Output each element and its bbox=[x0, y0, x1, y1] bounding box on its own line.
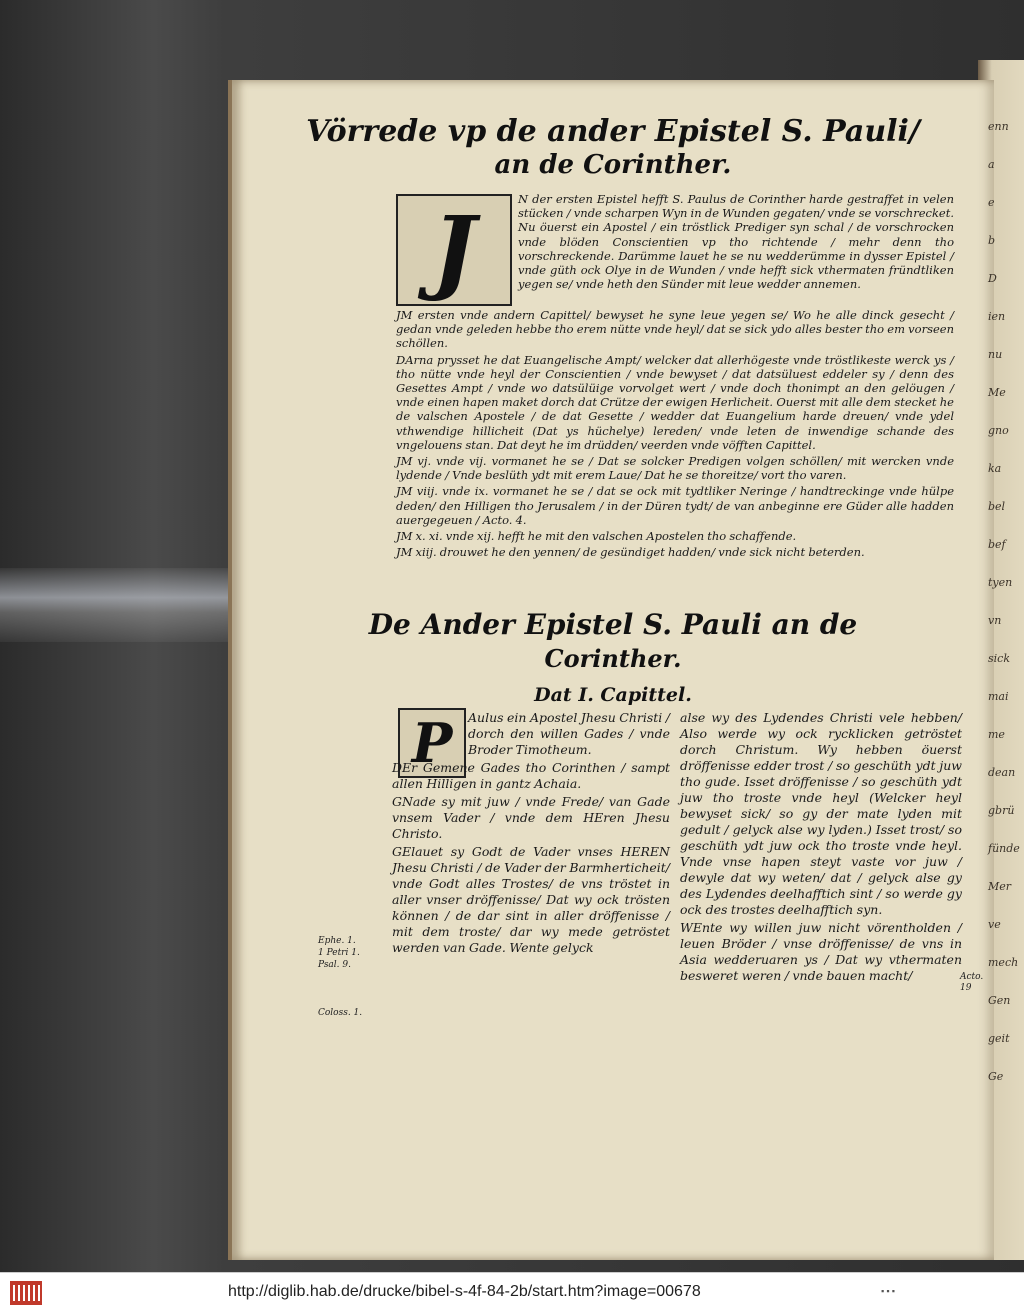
facing-page-fragment: ve bbox=[988, 918, 1001, 931]
facing-page-fragment: b bbox=[988, 234, 996, 247]
facing-page-fragment: mech bbox=[988, 956, 1019, 969]
page-indicator: ▪▪▪ bbox=[880, 1287, 897, 1297]
preface-paragraph-6: JM x. xi. vnde xij. hefft he mit den valschen Apostelen tho schaffende. bbox=[396, 529, 797, 544]
epistle-title: De Ander Epistel S. Pauli an de bbox=[368, 608, 858, 641]
facing-page-fragment: gno bbox=[988, 424, 1009, 437]
facing-page-fragment: geit bbox=[988, 1032, 1010, 1045]
facing-page-fragment: Gen bbox=[988, 994, 1011, 1007]
facing-page-fragment: vn bbox=[988, 614, 1002, 627]
facing-page-fragment: Ge bbox=[988, 1070, 1004, 1083]
facing-page-fragment: tyen bbox=[988, 576, 1013, 589]
library-logo-icon bbox=[10, 1281, 42, 1305]
epistle-left-paragraph-1: Aulus ein Apostel Jhesu Christi / dorch den willen Gades / vnde Broder Timotheum. bbox=[468, 710, 670, 757]
facing-page-fragment: fünde bbox=[988, 842, 1020, 855]
book-page bbox=[228, 80, 994, 1260]
facing-page-fragment: nu bbox=[988, 348, 1003, 361]
preface-paragraph-1: N der ersten Epistel hefft S. Paulus de Corinther harde gestraffet in velen stücken / vnde scharpen Wyn in de Wunden gegaten/ vnde se vorschrecket. Nu öuerst ein Apostel / ein tröstlick Prediger syn schal / de vorschrocken vnde blöden Conscientien vp tho richtende / mehr denn tho vorschreckende. Darümme lauet he se nu wedderümme in dysser Epistel / vnde güth ock Olye in de Wunden / vnde hefft sick vthermaten fründtliken yegen se/ vnde heth den Sünder mit leue wedder annemen. bbox=[518, 192, 954, 292]
preface-title: Vörrede vp de ander Epistel S. Pauli/ bbox=[306, 114, 920, 149]
preface-paragraph-5: JM viij. vnde ix. vormanet he se / dat se ock mit tydtliker Neringe / handtreckinge vnde hülpe deden/ den Hilligen tho Jerusalem / in der Düren tydt/ de van anbeginne ere Güder alle hadden auergegeuen / Acto. 4. bbox=[396, 484, 954, 527]
preface-initial: J bbox=[396, 194, 512, 306]
facing-page-fragment: ka bbox=[988, 462, 1002, 475]
facing-page-fragment: D bbox=[988, 272, 997, 285]
margin-note: 1 Petri 1. bbox=[318, 948, 360, 958]
epistle-initial: P bbox=[398, 708, 466, 778]
preface-body bbox=[396, 308, 954, 561]
margin-note: Coloss. 1. bbox=[318, 1008, 363, 1018]
epistle-subtitle: Corinther. bbox=[544, 644, 682, 673]
facing-page-fragment: e bbox=[988, 196, 995, 209]
epistle-left-paragraph-4: GElauet sy Godt de Vader vnses HEREN Jhesu Christi / de Vader der Barmherticheit/ vnde Godt alles Trostes/ de vns tröstet in aller vnser dröffenisse/ Dat wy ock trösten können / de dar sint in aller dröffenisse / mit dem troste/ dar wy mede getröstet werden van Gade. Wente gelyck bbox=[392, 844, 670, 955]
facing-page-fragment: bef bbox=[988, 538, 1006, 551]
epistle-right-column bbox=[680, 710, 962, 986]
preface-paragraph-3: DArna prysset he dat Euangelische Ampt/ welcker dat allerhögeste vnde tröstlikeste werck ys / tho nütte vnde heyl der Conscientien / vnde bewyset / dat datsüluest eddeler sy / denn des Gesettes Ampt / vnde wo datsülüige vorvolget wert / vnde doch thonimpt an den gelöugen / vnde einen hapen maket dorch dat Crütze der ewigen Herlicheit. Ouerst mit alle dem stecket he de valschen Apostele / de dat Gesette / wedder dat Euangelium harde dreuen/ vnde ydel vthwendige hillicheit (Dat ys hüchelye) lereden/ vnde leten de inwendige schande des vngelouens stan. Dat deyt he im drüdden/ veerden vnde vöfften Capittel. bbox=[396, 352, 954, 452]
facing-page-fragment: a bbox=[988, 158, 995, 171]
facing-page-fragment: ien bbox=[988, 310, 1006, 323]
facing-page-fragment: me bbox=[988, 728, 1005, 741]
margin-note: Ephe. 1. bbox=[318, 936, 356, 946]
preface-paragraph-4: JM vj. vnde vij. vormanet he se / Dat se solcker Predigen volgen schöllen/ mit wercken vnde lydende / Vnde beslüth ydt mit erem Laue/ Dat he se thoreitze/ vort tho varen. bbox=[396, 454, 954, 483]
facing-page-fragment: sick bbox=[988, 652, 1010, 665]
facing-page-fragment: mai bbox=[988, 690, 1009, 703]
viewer-footer bbox=[0, 1272, 1024, 1313]
margin-note: Psal. 9. bbox=[318, 960, 351, 970]
facing-page-fragment: enn bbox=[988, 120, 1009, 133]
epistle-left-column bbox=[392, 710, 670, 958]
source-url-link[interactable]: http://diglib.hab.de/drucke/bibel-s-4f-84-2b/start.htm?image=00678 bbox=[228, 1283, 701, 1300]
facing-page-fragment: Mer bbox=[988, 880, 1012, 893]
facing-page-fragment: dean bbox=[988, 766, 1016, 779]
facing-page-fragment: Me bbox=[988, 386, 1006, 399]
facing-page-fragment: bel bbox=[988, 500, 1006, 513]
epistle-left-paragraph-3: GNade sy mit juw / vnde Frede/ van Gade vnsem Vader / vnde dem HEren Jhesu Christo. bbox=[392, 794, 670, 841]
epistle-right-paragraph-2: WEnte wy willen juw nicht vörentholden / leuen Bröder / vnse dröffenisse/ de vns in Asia wedderuaren ys / Dat wy vthermaten besweret weren / vnde bauen macht/ bbox=[680, 920, 962, 983]
epistle-left-paragraph-2: DEr Gemene Gades tho Corinthen / sampt allen Hilligen in gantz Achaia. bbox=[392, 760, 670, 791]
facing-page-text bbox=[986, 120, 1024, 1120]
preface-paragraph-2: JM ersten vnde andern Capittel/ bewyset he syne leue yegen se/ Wo he alle dinck gesecht / gedan vnde geleden hebbe tho erem nütte vnde heyl/ dat se sick ydo alles bester tho em vorseen schöllen. bbox=[396, 308, 954, 351]
facing-page-fragment: gbrü bbox=[988, 804, 1015, 817]
preface-subtitle: an de Corinther. bbox=[494, 150, 732, 180]
preface-paragraph-7: JM xiij. drouwet he den yennen/ de gesündiget hadden/ vnde sick nicht beterden. bbox=[396, 545, 865, 560]
chapter-heading: Dat I. Capittel. bbox=[534, 684, 692, 706]
epistle-right-paragraph-1: alse wy des Lydendes Christi vele hebben/ Also werde wy ock rycklicken getröstet dorch Christum. Wy hebben öuerst dröffenisse edder trost / so geschüth ydt juw tho gude. Isset dröffenisse / so geschüth ydt juw tho troste vnde heyl (Welcker heyl bewyset sick/ so gy der mate lyden mit gedult / gelyck alse wy lyden.) Isset trost/ so geschüth ydt juw ock tho troste vnde heyl. Vnde vnse hapen steyt vaste vor juw / dewyle dat wy weten/ dat / gelyck alse gy des Lydendes deelhafftich sint / so werde gy ock des trostes deelhafftich syn. bbox=[680, 710, 962, 917]
margin-note: Acto. 19 bbox=[960, 972, 984, 993]
